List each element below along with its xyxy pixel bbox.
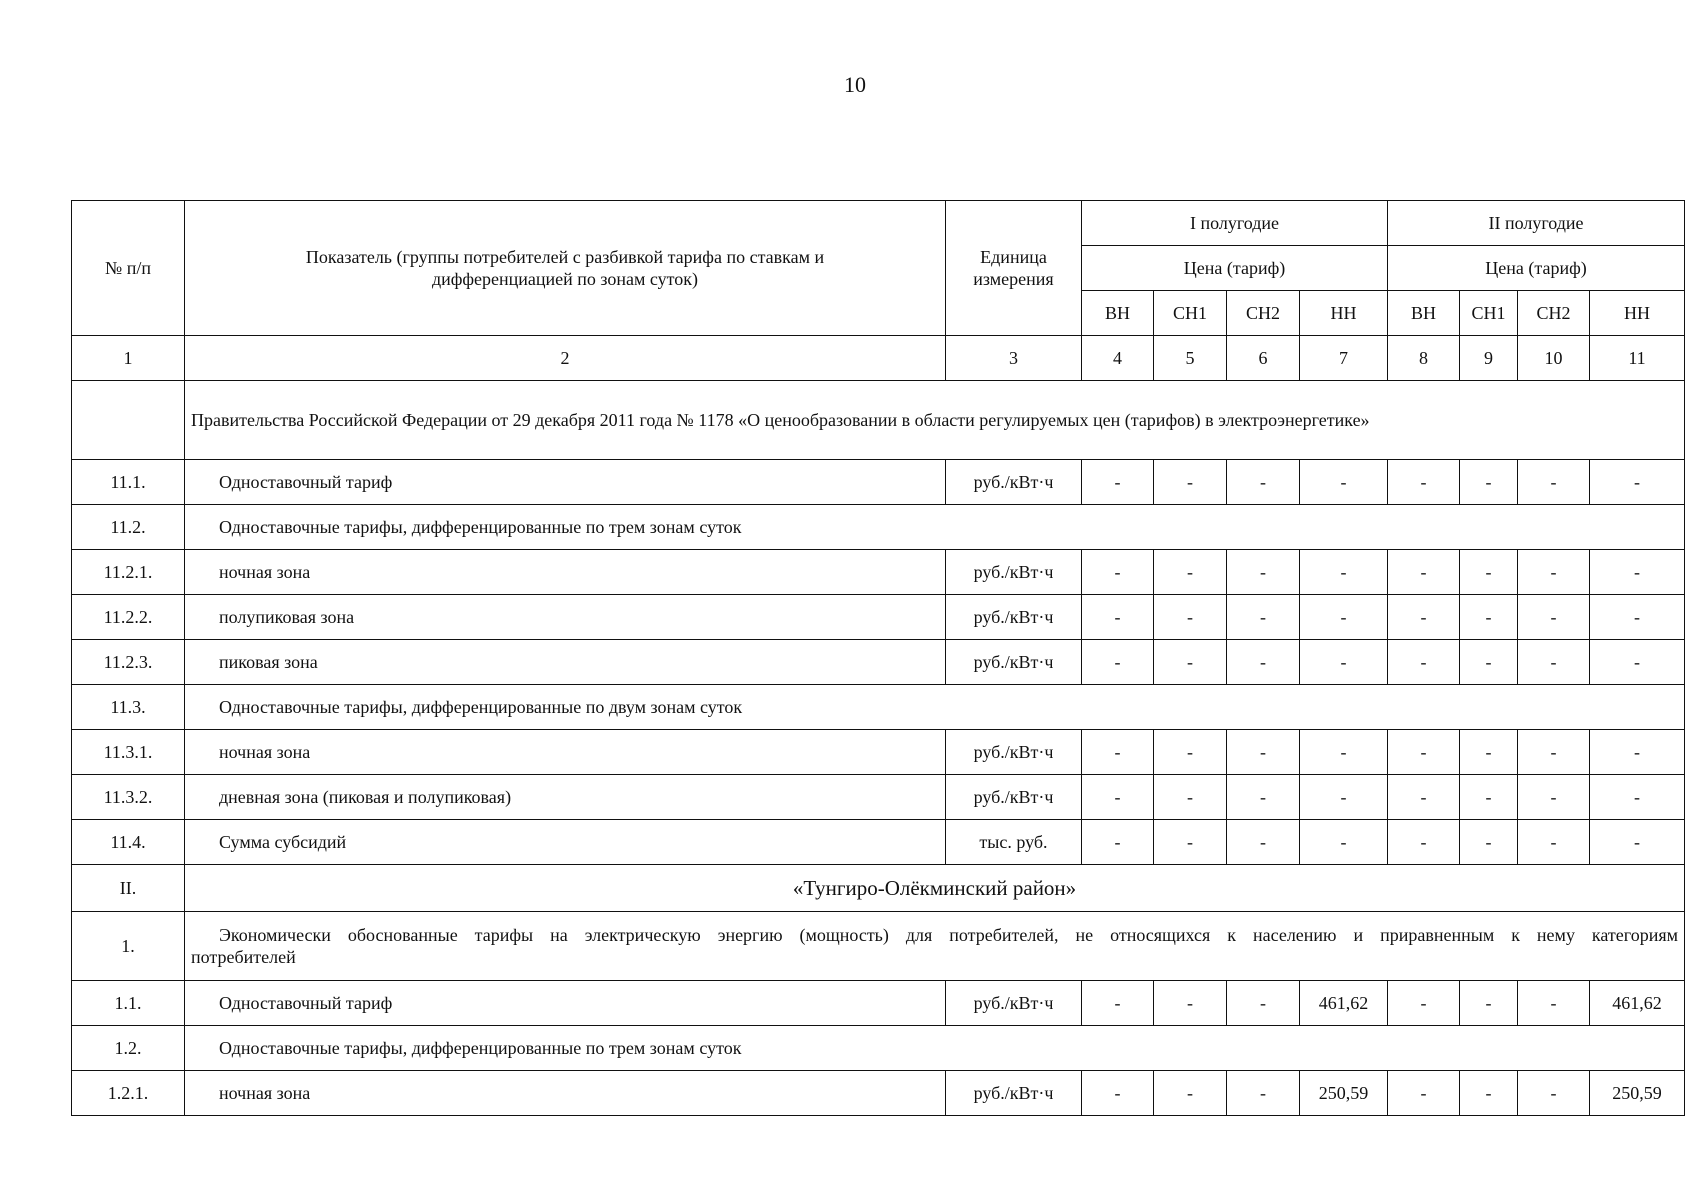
tariff-value: -: [1227, 1071, 1300, 1116]
econ-number: 1.: [72, 912, 185, 981]
row-indicator: пиковая зона: [185, 640, 946, 685]
tariff-value: -: [1460, 1071, 1518, 1116]
column-number: 9: [1460, 336, 1518, 381]
tariff-value: -: [1590, 730, 1685, 775]
tariff-value: -: [1518, 595, 1590, 640]
row-number: 11.2.1.: [72, 550, 185, 595]
tariff-value: -: [1154, 820, 1227, 865]
tariff-value: -: [1154, 775, 1227, 820]
tariff-value: 250,59: [1590, 1071, 1685, 1116]
tariff-value: -: [1460, 981, 1518, 1026]
tariff-value: -: [1518, 460, 1590, 505]
tariff-value: -: [1082, 640, 1154, 685]
tariff-value: -: [1082, 820, 1154, 865]
tariff-value: -: [1082, 775, 1154, 820]
tariff-value: -: [1227, 981, 1300, 1026]
row-number: 11.2.2.: [72, 595, 185, 640]
tariff-value: -: [1300, 550, 1388, 595]
tariff-value: -: [1460, 595, 1518, 640]
tariff-value: -: [1300, 595, 1388, 640]
tariff-value: -: [1227, 640, 1300, 685]
tariff-value: -: [1388, 820, 1460, 865]
note-num: [72, 381, 185, 460]
header-level: ВН: [1082, 291, 1154, 336]
table-row: [72, 981, 1685, 1026]
tariff-value: -: [1082, 1071, 1154, 1116]
tariff-value: -: [1300, 820, 1388, 865]
tariff-value: -: [1300, 730, 1388, 775]
row-group-title: Одноставочные тарифы, дифференцированные по двум зонам суток: [185, 685, 1685, 730]
tariff-value: -: [1154, 550, 1227, 595]
table-row: [72, 1026, 1685, 1071]
row-group-title: Одноставочные тарифы, дифференцированные по трем зонам суток: [185, 1026, 1685, 1071]
tariff-value: -: [1300, 775, 1388, 820]
header-level: СН2: [1518, 291, 1590, 336]
tariff-value: -: [1082, 550, 1154, 595]
row-indicator: Одноставочный тариф: [185, 981, 946, 1026]
header-half-2: II полугодие: [1388, 201, 1685, 246]
tariff-value: -: [1154, 640, 1227, 685]
tariff-value: -: [1082, 730, 1154, 775]
column-number: 7: [1300, 336, 1388, 381]
row-number: 11.1.: [72, 460, 185, 505]
district-name: «Тунгиро-Олёкминский район»: [185, 865, 1685, 912]
header-unit: Единица измерения: [946, 201, 1082, 336]
row-number: 11.3.1.: [72, 730, 185, 775]
table-row: [72, 775, 1685, 820]
tariff-value: -: [1518, 1071, 1590, 1116]
tariff-value: -: [1518, 730, 1590, 775]
tariff-value: -: [1388, 730, 1460, 775]
column-number: 2: [185, 336, 946, 381]
tariff-value: -: [1227, 730, 1300, 775]
tariff-value: -: [1590, 595, 1685, 640]
tariff-value: -: [1388, 460, 1460, 505]
header-level: НН: [1300, 291, 1388, 336]
tariff-value: -: [1518, 981, 1590, 1026]
tariff-value: -: [1590, 775, 1685, 820]
econ-text-line-1: Экономически обоснованные тарифы на электрическую энергию (мощность) для потребителей, не относящихся к населению и приравненным к нему категориям: [219, 925, 1679, 945]
column-number: 5: [1154, 336, 1227, 381]
table-row: [72, 1071, 1685, 1116]
header-half-1: I полугодие: [1082, 201, 1388, 246]
row-unit: руб./кВт·ч: [946, 595, 1082, 640]
header-level: НН: [1590, 291, 1685, 336]
row-unit: руб./кВт·ч: [946, 1071, 1082, 1116]
tariff-value: -: [1388, 595, 1460, 640]
table-row: [72, 685, 1685, 730]
row-number: 1.1.: [72, 981, 185, 1026]
header-price-1: Цена (тариф): [1082, 246, 1388, 291]
row-indicator: ночная зона: [185, 730, 946, 775]
column-number: 8: [1388, 336, 1460, 381]
column-number: 4: [1082, 336, 1154, 381]
tariff-value: -: [1460, 775, 1518, 820]
table-row: [72, 505, 1685, 550]
tariff-value: -: [1388, 981, 1460, 1026]
tariff-value: -: [1388, 1071, 1460, 1116]
tariff-value: -: [1300, 460, 1388, 505]
row-number: 11.3.: [72, 685, 185, 730]
note-row: [72, 381, 1685, 460]
tariff-value: -: [1460, 640, 1518, 685]
tariff-value: 461,62: [1590, 981, 1685, 1026]
district-number: II.: [72, 865, 185, 912]
tariff-value: -: [1518, 820, 1590, 865]
row-number: 11.4.: [72, 820, 185, 865]
header-level: СН1: [1154, 291, 1227, 336]
tariff-value: -: [1227, 460, 1300, 505]
tariff-value: -: [1590, 820, 1685, 865]
tariff-value: -: [1460, 550, 1518, 595]
tariff-value: -: [1388, 640, 1460, 685]
header-indicator: Показатель (группы потребителей с разбивкой тарифа по ставкам и дифференциацией по зонам суток): [185, 201, 946, 336]
tariff-value: -: [1154, 730, 1227, 775]
tariff-value: -: [1460, 730, 1518, 775]
column-number: 6: [1227, 336, 1300, 381]
row-group-title: Одноставочные тарифы, дифференцированные по трем зонам суток: [185, 505, 1685, 550]
header-level: СН1: [1460, 291, 1518, 336]
row-number: 11.2.3.: [72, 640, 185, 685]
tariff-value: 250,59: [1300, 1071, 1388, 1116]
header-row-1: [72, 201, 1685, 246]
table-row: [72, 595, 1685, 640]
column-number: 10: [1518, 336, 1590, 381]
tariff-table: [71, 200, 1685, 1116]
row-indicator: полупиковая зона: [185, 595, 946, 640]
tariff-value: -: [1590, 550, 1685, 595]
table-row: [72, 820, 1685, 865]
row-number: 11.2.: [72, 505, 185, 550]
tariff-value: -: [1590, 640, 1685, 685]
row-unit: руб./кВт·ч: [946, 640, 1082, 685]
tariff-value: -: [1460, 820, 1518, 865]
row-indicator: дневная зона (пиковая и полупиковая): [185, 775, 946, 820]
table-row: [72, 460, 1685, 505]
tariff-value: -: [1460, 460, 1518, 505]
header-level: СН2: [1227, 291, 1300, 336]
district-row: [72, 865, 1685, 912]
row-unit: руб./кВт·ч: [946, 460, 1082, 505]
tariff-value: -: [1590, 460, 1685, 505]
column-number: 1: [72, 336, 185, 381]
row-unit: руб./кВт·ч: [946, 981, 1082, 1026]
row-number: 1.2.1.: [72, 1071, 185, 1116]
row-number: 11.3.2.: [72, 775, 185, 820]
table-row: [72, 550, 1685, 595]
row-unit: руб./кВт·ч: [946, 775, 1082, 820]
column-number-row: [72, 336, 1685, 381]
tariff-value: -: [1518, 775, 1590, 820]
row-indicator: ночная зона: [185, 1071, 946, 1116]
tariff-value: -: [1082, 595, 1154, 640]
tariff-value: -: [1300, 640, 1388, 685]
econ-text: [185, 912, 1685, 981]
row-unit: тыс. руб.: [946, 820, 1082, 865]
tariff-value: 461,62: [1300, 981, 1388, 1026]
header-level: ВН: [1388, 291, 1460, 336]
table-row: [72, 730, 1685, 775]
tariff-value: -: [1388, 550, 1460, 595]
tariff-value: -: [1518, 640, 1590, 685]
column-number: 11: [1590, 336, 1685, 381]
row-indicator: Одноставочный тариф: [185, 460, 946, 505]
row-indicator: Сумма субсидий: [185, 820, 946, 865]
tariff-value: -: [1227, 775, 1300, 820]
tariff-value: -: [1518, 550, 1590, 595]
tariff-value: -: [1154, 1071, 1227, 1116]
header-num: № п/п: [72, 201, 185, 336]
row-number: 1.2.: [72, 1026, 185, 1071]
econ-row: [72, 912, 1685, 981]
page-number: 10: [844, 72, 866, 97]
tariff-value: -: [1227, 550, 1300, 595]
tariff-value: -: [1154, 460, 1227, 505]
tariff-value: -: [1082, 460, 1154, 505]
tariff-value: -: [1082, 981, 1154, 1026]
row-unit: руб./кВт·ч: [946, 550, 1082, 595]
header-price-2: Цена (тариф): [1388, 246, 1685, 291]
table-row: [72, 640, 1685, 685]
tariff-value: -: [1227, 595, 1300, 640]
note-text: Правительства Российской Федерации от 29 декабря 2011 года № 1178 «О ценообразовании в области регулируемых цен (тарифов) в электроэнергетике»: [185, 381, 1685, 460]
tariff-value: -: [1154, 595, 1227, 640]
tariff-value: -: [1388, 775, 1460, 820]
row-unit: руб./кВт·ч: [946, 730, 1082, 775]
tariff-value: -: [1227, 820, 1300, 865]
column-number: 3: [946, 336, 1082, 381]
row-indicator: ночная зона: [185, 550, 946, 595]
tariff-value: -: [1154, 981, 1227, 1026]
econ-text-line-2: потребителей: [191, 947, 296, 967]
